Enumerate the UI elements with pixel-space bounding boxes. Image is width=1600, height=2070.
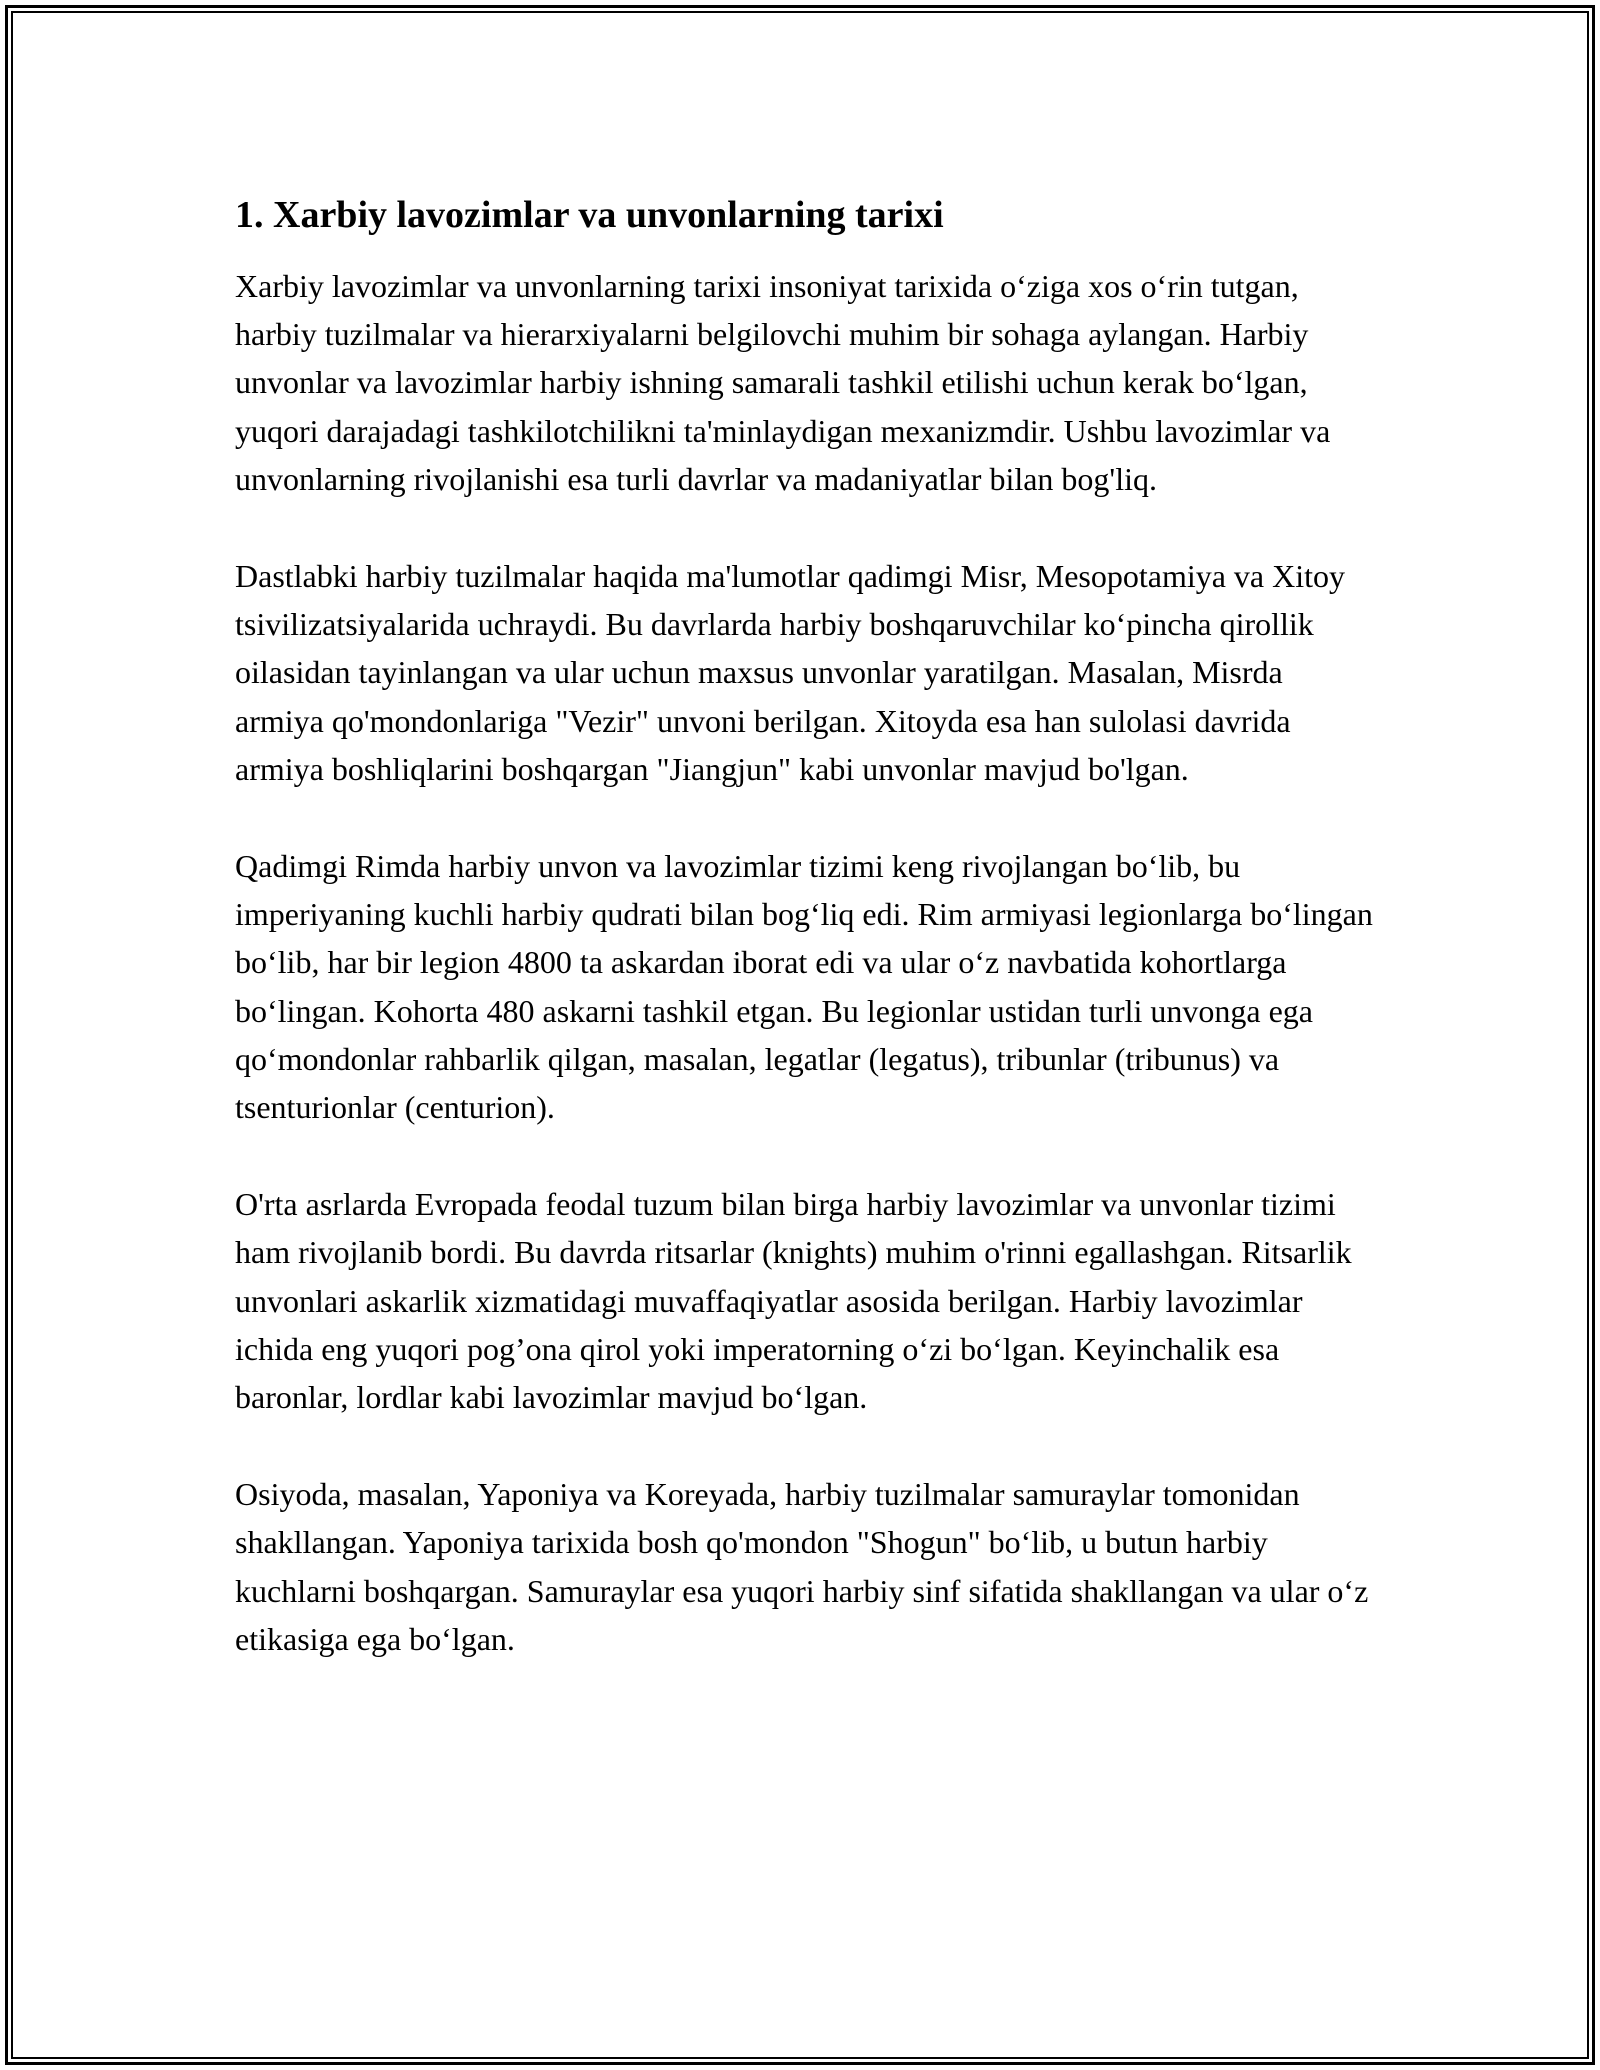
document-body: [235, 190, 1375, 1663]
paragraph-middle-ages-europe: O'rta asrlarda Evropada feodal tuzum bilan birga harbiy lavozimlar va unvonlar tizimi ham rivojlanib bordi. Bu davrda ritsarlar (knights) muhim o'rinni egallashgan. Ritsarlik unvonlari askarlik xizmatidagi muvaffaqiyatlar asosida berilgan. Harbiy lavozimlar ichida eng yuqori pog’ona qirol yoki imperatorning o‘zi bo‘lgan. Keyinchalik esa baronlar, lordlar kabi lavozimlar mavjud bo‘lgan.: [235, 1186, 1352, 1416]
section-heading: 1. Xarbiy lavozimlar va unvonlarning tarixi: [235, 194, 944, 236]
paragraph-asia: Osiyoda, masalan, Yaponiya va Koreyada, harbiy tuzilmalar samuraylar tomonidan shakllangan. Yaponiya tarixida bosh qo'mondon "Shogun" bo‘lib, u butun harbiy kuchlarni boshqargan. Samuraylar esa yuqori harbiy sinf sifatida shakllangan va ular o‘z etikasiga ega bo‘lgan.: [235, 1476, 1369, 1657]
paragraph-ancient-rome: Qadimgi Rimda harbiy unvon va lavozimlar tizimi keng rivojlangan bo‘lib, bu imperiyaning kuchli harbiy qudrati bilan bog‘liq edi. Rim armiyasi legionlarga bo‘lingan bo‘lib, har bir legion 4800 ta askardan iborat edi va ular o‘z navbatida kohortlarga bo‘lingan. Kohorta 480 askarni tashkil etgan. Bu legionlar ustidan turli unvonga ega qo‘mondonlar rahbarlik qilgan, masalan, legatlar (legatus), tribunlar (tribunus) va tsenturionlar (centurion).: [235, 848, 1373, 1126]
paragraph-ancient-civilizations: Dastlabki harbiy tuzilmalar haqida ma'lumotlar qadimgi Misr, Mesopotamiya va Xitoy tsivilizatsiyalarida uchraydi. Bu davrlarda harbiy boshqaruvchilar ko‘pincha qirollik oilasidan tayinlangan va ular uchun maxsus unvonlar yaratilgan. Masalan, Misrda armiya qo'mondonlariga "Vezir" unvoni berilgan. Xitoyda esa han sulolasi davrida armiya boshliqlarini boshqargan "Jiangjun" kabi unvonlar mavjud bo'lgan.: [235, 558, 1346, 787]
paragraph-intro: Xarbiy lavozimlar va unvonlarning tarixi insoniyat tarixida o‘ziga xos o‘rin tutgan, harbiy tuzilmalar va hierarxiyalarni belgilovchi muhim bir sohaga aylangan. Harbiy unvonlar va lavozimlar harbiy ishning samarali tashkil etilishi uchun kerak bo‘lgan, yuqori darajadagi tashkilotchilikni ta'minlaydigan mexanizmdir. Ushbu lavozimlar va unvonlarning rivojlanishi esa turli davrlar va madaniyatlar bilan bog'liq.: [235, 268, 1331, 497]
